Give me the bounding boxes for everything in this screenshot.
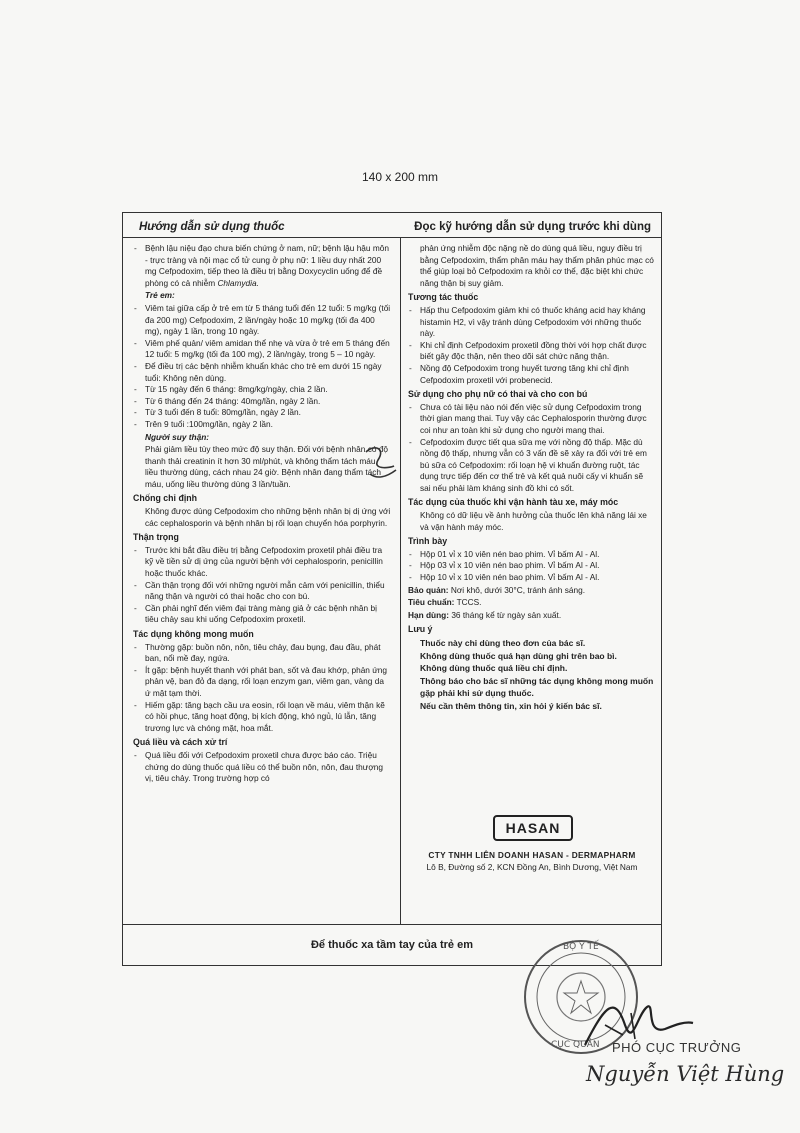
list-item: - Để điều trị các bệnh nhiễm khuẩn khác cho trẻ em dưới 15 ngày tuổi: Không nên dùng. [133, 361, 391, 384]
warning-line: Không dùng thuốc quá hạn dùng ghi trên bao bì. [420, 650, 617, 661]
handwritten-mark-icon [360, 440, 400, 490]
header-left: Hướng dẫn sử dụng thuốc [139, 221, 285, 233]
han-dung: Hạn dùng: 36 tháng kể từ ngày sản xuất. [408, 609, 562, 620]
leaflet-frame [122, 212, 662, 966]
section-title-tac-dung: Tác dụng không mong muốn [133, 629, 254, 639]
list-item: - Nồng độ Cefpodoxim trong huyết tương tăng khi chỉ định Cefpodoxim proxetil với probenecid. [408, 363, 656, 386]
list-item: - Chưa có tài liệu nào nói đến việc sử dụng Cefpodoxim trong thời gian mang thai. Tuy vậy các Cephalosporin thường được coi như an toàn khi sử dụng cho người mang thai. [408, 402, 656, 437]
list-item: - Hộp 10 vỉ x 10 viên nén bao phim. Vỉ bấm Al - Al. [408, 572, 656, 584]
section-title-tuong-tac: Tương tác thuốc [408, 292, 479, 303]
tac-dung-list [133, 642, 391, 735]
left-column [133, 243, 391, 785]
list-item: - Ít gặp: bệnh huyết thanh với phát ban, sốt và đau khớp, phản ứng phản vệ, ban đỏ đa dạng, rối loạn enzym gan, viêm gan, vàng da ứ mật tạm thời. [133, 665, 391, 700]
section-title-lai-xe: Tác dụng của thuốc khi vận hành tàu xe, máy móc [408, 497, 619, 508]
warning-line: Nếu cần thêm thông tin, xin hỏi ý kiến bác sĩ. [420, 700, 602, 711]
phu-nu-list [408, 402, 656, 495]
suy-than-text: Phải giảm liều tùy theo mức độ suy thận. Đối với bệnh nhân có độ thanh thải creatinin ít hơn 30 ml/phút, và không thẩm tách máu, liều thường dùng, cách nhau 24 giờ. Bệnh nhân đang thẩm tách máu, uống liều thường dùng 3 lần/tuần. [145, 444, 388, 489]
list-item: - Từ 3 tuổi đến 8 tuổi: 80mg/lần, ngày 2 lần. [133, 407, 391, 419]
intro-bullet: - Bệnh lậu niệu đạo chưa biến chứng ở nam, nữ; bệnh lậu hậu môn - trực tràng và nội mạc cổ tử cung ở phụ nữ: 1 liều duy nhất 200 mg Cefpodoxim, tiếp theo là điều trị bằng Doxycyclin uống để đề phòng có cả nhiễm Chlamydia. [133, 243, 391, 289]
list-item: - Cần thận trọng đối với những người mẫn cảm với penicillin, thiểu năng thận và người có thai hoặc cho con bú. [133, 580, 391, 603]
list-item: - Hiếm gặp: tăng bạch cầu ưa eosin, rối loạn về máu, viêm thận kẽ có hồi phục, tăng hoạt động, bị kích động, khó ngủ, lú lẫn, tăng trương lực và chóng mặt, hoa mắt. [133, 700, 391, 735]
chong-chi-dinh-text: Không được dùng Cefpodoxim cho những bệnh nhân bị dị ứng với các cephalosporin và bệnh nhân bị rối loạn chuyển hóa porphyrin. [145, 506, 391, 528]
footer-divider [123, 924, 661, 925]
bao-quan: Bảo quản: Nơi khô, dưới 30°C, tránh ánh sáng. [408, 584, 586, 595]
list-item: - Trước khi bắt đầu điều trị bằng Cefpodoxim proxetil phải điều tra kỹ về tiền sử dị ứng của người bệnh với cephalosporin, penicillin hoặc thuốc khác. [133, 545, 391, 580]
section-title-than-trong: Thận trọng [133, 532, 179, 543]
section-title-phu-nu: Sử dụng cho phụ nữ có thai và cho con bú [408, 389, 588, 400]
tre-em-list [133, 303, 391, 431]
signer-title: PHÓ CỤC TRƯỞNG [612, 1040, 742, 1055]
qua-lieu-list [133, 750, 391, 785]
list-item: - Viêm phế quản/ viêm amidan thể nhẹ và vừa ở trẻ em 5 tháng đến 12 tuổi: 5 mg/kg (tối đa 100 mg), 2 lần/ngày, trong 5 – 10 ngày. [133, 338, 391, 361]
list-item: - Viêm tai giữa cấp ở trẻ em từ 5 tháng tuổi đến 12 tuổi: 5 mg/kg (tối đa 200 mg) Cefpodoxim, 2 lần/ngày hoặc 10 mg/kg (tối đa 400 mg), ngày 1 lần, trong 10 ngày. [133, 303, 391, 338]
list-item: - Khi chỉ định Cefpodoxim proxetil đồng thời với hợp chất được biết gây độc thận, nên theo dõi sát chức năng thận. [408, 340, 656, 363]
list-item: - Hộp 03 vỉ x 10 viên nén bao phim. Vỉ bấm Al - Al. [408, 560, 656, 572]
hasan-logo: HASAN [493, 815, 573, 841]
section-title-luu-y: Lưu ý [408, 624, 433, 635]
suy-than-label: Người suy thận: [145, 431, 210, 442]
right-column [408, 243, 656, 712]
list-item: - Trên 9 tuổi :100mg/lần, ngày 2 lần. [133, 419, 391, 431]
warning-line: Thông báo cho bác sĩ những tác dụng không mong muốn gặp phải khi sử dụng thuốc. [420, 675, 654, 698]
list-item: - Từ 15 ngày đến 6 tháng: 8mg/kg/ngày, chia 2 lần. [133, 384, 391, 396]
column-divider [400, 237, 401, 925]
overdose-continuation: phản ứng nhiễm độc nặng nề do dùng quá liều, nguy điều trị bằng Cefpodoxim, thẩm phân máu hay thẩm phân phúc mạc có thể giúp loại bỏ Cefpodoxim ra khỏi cơ thể, đặc biệt khi chức năng thận bị suy giảm. [420, 243, 654, 288]
dimension-label: 140 x 200 mm [361, 170, 439, 184]
warning-line: Không dùng thuốc quá liều chỉ định. [420, 663, 568, 673]
company-address: Lô B, Đường số 2, KCN Đồng An, Bình Dương, Việt Nam [426, 862, 638, 872]
tre-em-label: Trẻ em: [145, 290, 175, 301]
list-item: - Cần phải nghĩ đến viêm đại tràng màng giả ở các bệnh nhân bị tiêu chảy sau khi uống Cefpodoxim proxetil. [133, 603, 391, 626]
signer-name: Nguyễn Việt Hùng [586, 1062, 785, 1086]
svg-text:CỤC QUẢN: CỤC QUẢN [551, 1040, 600, 1050]
section-title-trinh-bay: Trình bày [408, 536, 448, 547]
company-name: CTY TNHH LIÊN DOANH HASAN - DERMAPHARM [428, 850, 636, 860]
list-item: - Quá liều đối với Cefpodoxim proxetil chưa được báo cáo. Triệu chứng do dùng thuốc quá liều có thể buồn nôn, nôn, đau thượng vị, tiêu chảy. Trong trường hợp có [133, 750, 391, 785]
tuong-tac-list [408, 305, 656, 386]
section-title-qua-lieu: Quá liều và cách xử trí [133, 737, 228, 748]
list-item: - Hộp 01 vỉ x 10 viên nén bao phim. Vỉ bấm Al - Al. [408, 549, 656, 561]
svg-text:BỘ Y TẾ: BỘ Y TẾ [563, 942, 599, 952]
tieu-chuan: Tiêu chuẩn: TCCS. [408, 597, 482, 608]
company-block [408, 849, 656, 873]
list-item: - Thường gặp: buồn nôn, nôn, tiêu chảy, đau bụng, đau đầu, phát ban, nổi mề đay, ngứa. [133, 642, 391, 665]
trinh-bay-list [408, 549, 656, 584]
footer-warning: Để thuốc xa tầm tay của trẻ em [310, 939, 473, 951]
list-item: - Hấp thu Cefpodoxim giảm khi có thuốc kháng acid hay kháng histamin H2, vì vậy tránh dùng Cefpodoxim với những thuốc này. [408, 305, 656, 340]
list-item: - Cefpodoxim được tiết qua sữa mẹ với nồng độ thấp. Mặc dù nồng độ thấp, nhưng vẫn có 3 vấn đề sẽ xảy ra đối với trẻ em bú sữa có Cefpodoxim: rối loạn hệ vi khuẩn đường ruột, tác dụng trực tiếp đến cơ thể trẻ và kết quả nuôi cấy vi khuẩn sẽ sai nếu phải làm kháng sinh đồ khi có sốt. [408, 437, 656, 495]
warning-line: Thuốc này chỉ dùng theo đơn của bác sĩ. [420, 638, 586, 648]
lai-xe-text: Không có dữ liệu về ảnh hưởng của thuốc lên khả năng lái xe và vận hành máy móc. [420, 510, 647, 532]
header-right: Đọc kỹ hướng dẫn sử dụng trước khi dùng [414, 221, 651, 233]
list-item: - Từ 6 tháng đến 24 tháng: 40mg/lần, ngày 2 lần. [133, 396, 391, 408]
section-title-chong-chi-dinh: Chống chỉ định [133, 493, 198, 504]
than-trong-list [133, 545, 391, 626]
header-divider [123, 237, 661, 238]
